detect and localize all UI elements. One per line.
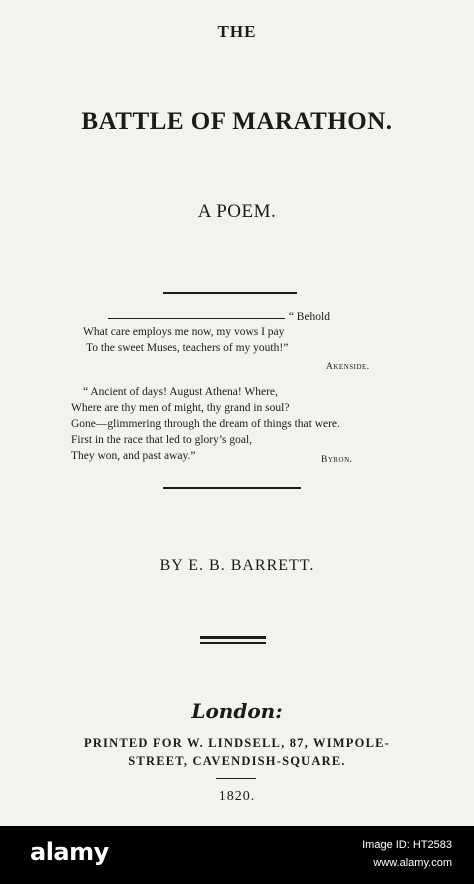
divider-rule <box>163 487 301 489</box>
epigraph-1-line: What care employs me now, my vows I pay <box>83 326 285 338</box>
epigraph-1-opening <box>108 310 330 325</box>
author-byline: BY E. B. BARRETT. <box>159 557 315 574</box>
printer-line: PRINTED FOR W. LINDSELL, 87, WIMPOLE- <box>83 736 391 750</box>
epigraph-1-opening-text: “ Behold <box>288 311 330 323</box>
main-title: BATTLE OF MARATHON. <box>81 108 393 135</box>
imprint-city: London: <box>191 699 283 723</box>
double-rule-top <box>200 636 266 639</box>
epigraph-2-line: Where are thy men of might, thy grand in soul? <box>71 402 290 414</box>
image-id-label: Image ID: HT2583 <box>362 839 452 851</box>
short-rule <box>216 778 256 779</box>
epigraph-2-attribution: Byron. <box>321 455 353 465</box>
printer-line: STREET, CAVENDISH-SQUARE. <box>128 754 346 768</box>
epigraph-2-line: Gone—glimmering through the dream of things that were. <box>71 418 340 430</box>
epigraph-1-line: To the sweet Muses, teachers of my youth!” <box>86 342 289 354</box>
alamy-logo: alamy <box>30 838 109 866</box>
epigraph-2-line: “ Ancient of days! August Athena! Where, <box>83 386 278 398</box>
epigraph-2-line: First in the race that led to glory’s goal, <box>71 434 253 446</box>
double-rule-bottom <box>200 642 266 644</box>
divider-rule <box>163 292 297 294</box>
publication-year: 1820. <box>218 789 256 804</box>
epigraph-1-attribution: Akenside. <box>326 362 370 372</box>
stock-watermark-bar <box>0 826 474 884</box>
epigraph-2-line: They won, and past away.” <box>71 450 196 462</box>
title-the: THE <box>217 22 257 41</box>
site-url: www.alamy.com <box>373 857 452 869</box>
em-dash-rule <box>108 318 285 319</box>
subtitle: A POEM. <box>197 201 277 222</box>
